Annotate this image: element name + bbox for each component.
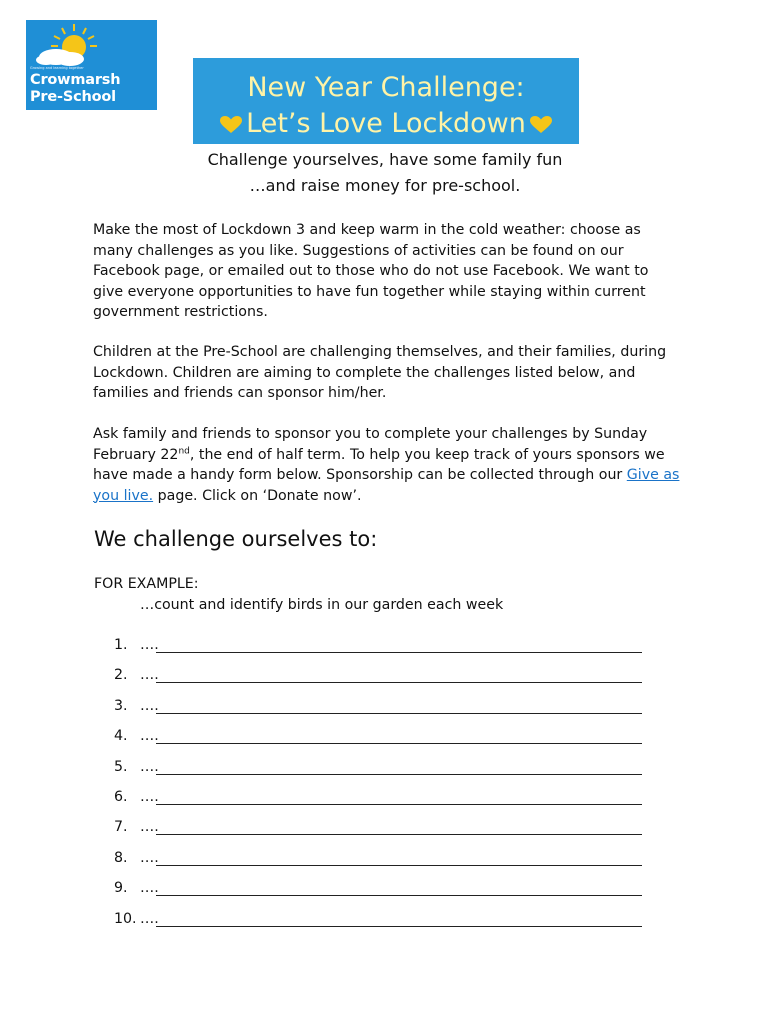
challenge-blank-line[interactable] <box>156 774 642 775</box>
challenge-number: 3. <box>114 697 128 714</box>
example-label: FOR EXAMPLE: <box>94 576 199 592</box>
challenge-blank-line[interactable] <box>156 926 642 927</box>
challenge-prefix: …. <box>140 728 159 745</box>
logo-name-line1: Crowmarsh <box>30 72 121 88</box>
paragraph-sponsor <box>93 424 683 506</box>
challenge-blank-line[interactable] <box>156 834 642 835</box>
challenge-number: 9. <box>114 880 128 897</box>
give-as-you-live-link[interactable]: Give as you live. <box>93 467 680 504</box>
banner-title-line1: New Year Challenge: <box>247 72 525 103</box>
section-heading: We challenge ourselves to: <box>94 527 378 551</box>
challenge-prefix: …. <box>140 758 159 775</box>
challenge-prefix: …. <box>140 910 159 927</box>
logo-name <box>30 72 120 106</box>
challenge-prefix: …. <box>140 697 159 714</box>
challenge-number: 7. <box>114 819 128 836</box>
challenge-blank-line[interactable] <box>156 804 642 805</box>
crowmarsh-logo <box>26 20 157 110</box>
challenge-number: 10. <box>114 910 137 927</box>
challenge-blank-line[interactable] <box>156 865 642 866</box>
paragraph-lockdown: Make the most of Lockdown 3 and keep warm in the cold weather: choose as many challenges as you like. Suggestions of activities can be found on our Facebook page, or emailed out to those who do not use Facebook. We want to give everyone opportunities to have fun together while staying within current government restrictions. <box>93 222 649 320</box>
banner-title-line2: Let’s Love Lockdown <box>246 108 526 139</box>
challenge-number: 8. <box>114 849 128 866</box>
sponsor-text-cont: , the end of half term. To help you keep track of yours sponsors we have made a handy form below. Sponsorship can be collected through our <box>93 446 665 483</box>
challenge-number: 6. <box>114 788 128 805</box>
challenge-number: 4. <box>114 728 128 745</box>
paragraph-children: Children at the Pre-School are challenging themselves, and their families, during Lockdown. Children are aiming to complete the challenges listed below, and families and friends can sponsor him/her. <box>93 344 667 401</box>
challenge-prefix: …. <box>140 819 159 836</box>
challenge-blank-line[interactable] <box>156 895 642 896</box>
ordinal-suffix: nd <box>178 445 190 456</box>
challenge-number: 5. <box>114 758 128 775</box>
challenge-blank-line[interactable] <box>156 743 642 744</box>
logo-name-line2: Pre-School <box>30 89 116 105</box>
challenge-prefix: …. <box>140 849 159 866</box>
sponsor-text-end: page. Click on ‘Donate now’. <box>153 487 362 504</box>
challenge-number: 2. <box>114 667 128 684</box>
title-banner <box>193 58 579 144</box>
challenge-prefix: …. <box>140 788 159 805</box>
challenge-number: 1. <box>114 637 128 653</box>
challenge-prefix: …. <box>140 667 159 684</box>
example-text: …count and identify birds in our garden each week <box>140 597 504 613</box>
heart-icon <box>220 116 242 134</box>
sponsor-text: Ask family and friends to sponsor you to complete your challenges by Sunday February 22 <box>93 426 648 463</box>
logo-tagline: Growing and learning together <box>30 66 84 70</box>
intro-line2: …and raise money for pre-school. <box>249 176 521 195</box>
challenge-blank-line[interactable] <box>156 713 642 714</box>
challenge-blank-line[interactable] <box>156 652 642 653</box>
heart-icon <box>530 116 552 134</box>
intro-line1: Challenge yourselves, have some family fun <box>207 150 563 169</box>
banner-title-line2-wrap <box>193 108 579 140</box>
sun-cloud-icon <box>34 22 104 68</box>
challenge-prefix: …. <box>140 880 159 897</box>
challenge-blank-line[interactable] <box>156 682 642 683</box>
challenge-prefix: …. <box>140 637 159 653</box>
